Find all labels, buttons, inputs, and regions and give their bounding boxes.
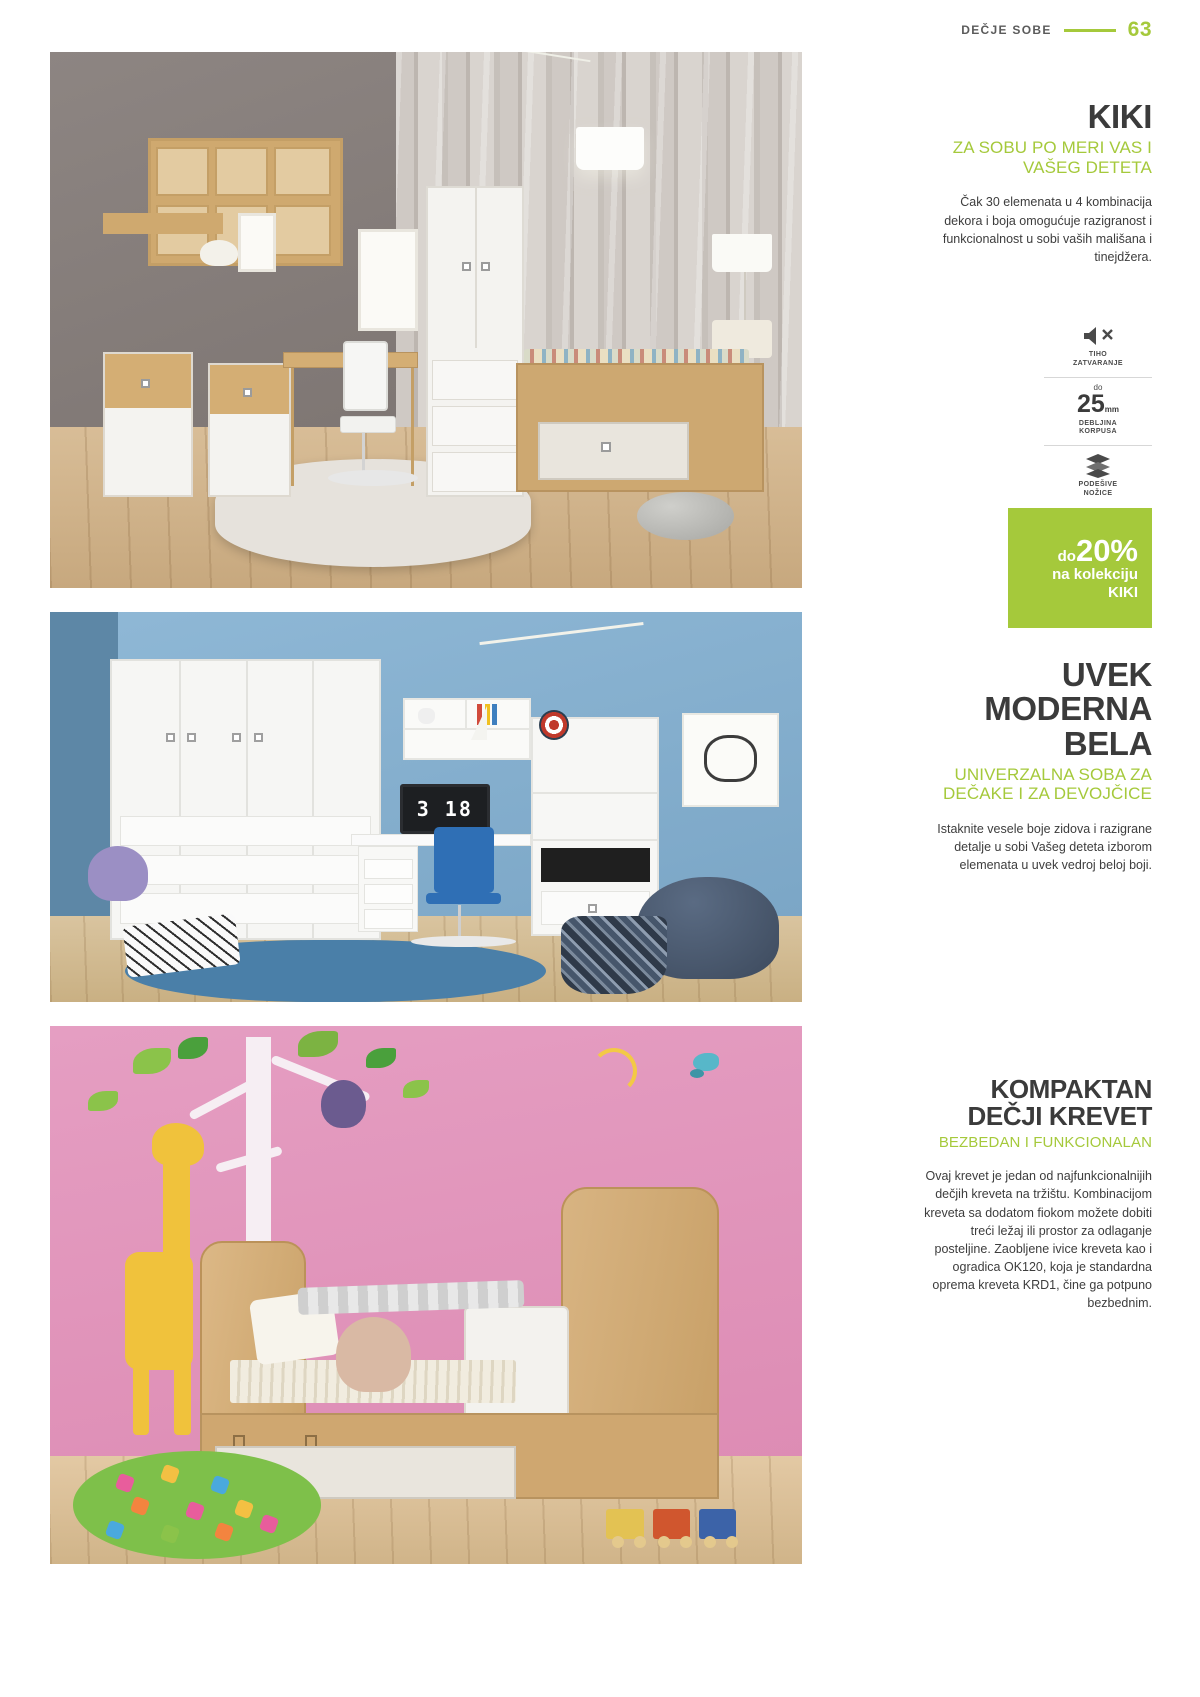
decor-dartboard (539, 710, 569, 740)
oak-small-shelf (103, 213, 223, 234)
plush-giraffe-toy (336, 1317, 411, 1392)
feature-adjustable-feet (1044, 445, 1152, 507)
oak-white-cabinet-1 (103, 352, 193, 497)
white-office-chair-seat (340, 416, 396, 432)
section-title: KIKI (1087, 98, 1152, 135)
section-body: Ovaj krevet je jedan od najfunkcionalnijih dečjih kreveta na tržištu. Kombinacijom kreveta sa dodatom fiokom možete dobiti treći ležaj ili prostor za odlaganje posteljine. Zaobljene ivice kreveta kao i ogradica OK120, koja je standardna oprema kreveta KRD1, čine ga potpuno bezbednim. (924, 1169, 1152, 1311)
purple-plush-toy (88, 846, 148, 901)
section-title: UVEK MODERNA BELA (984, 656, 1152, 762)
section-text-krevet (924, 1076, 1152, 1312)
feature-caption-line1: PODEŠIVE (1078, 481, 1118, 488)
wall-picture-frame-1 (358, 229, 418, 331)
section-text-kiki (924, 100, 1152, 266)
section-body: Čak 30 elemenata u 4 kombinacija dekora i boja omogućuje razigranost i funkcionalnost u sobi vaših mališana i tinejdžera. (942, 195, 1152, 264)
feature-caption-line1: TIHO (1088, 351, 1108, 358)
section-title: KOMPAKTAN DEČJI KREVET (967, 1074, 1152, 1132)
green-star-rug (73, 1451, 321, 1559)
discount-badge (1008, 508, 1152, 628)
wall-decal-giraffe-neck (163, 1150, 190, 1268)
oak-bed-with-drawer (516, 363, 764, 492)
oak-white-wardrobe (426, 186, 524, 497)
bear-poster (682, 713, 780, 807)
blue-office-chair-back (434, 827, 494, 893)
feature-caption-line2: NOŽICE (1083, 489, 1113, 497)
white-desk-pedestal-drawers (358, 846, 418, 932)
thickness-prefix: do (1093, 382, 1103, 392)
badge-prefix: do (1057, 547, 1076, 565)
wall-decal-giraffe-head (152, 1123, 205, 1166)
feature-thickness (1044, 377, 1152, 446)
wall-decal-swirl (591, 1048, 637, 1094)
plaid-blanket (561, 916, 666, 994)
wall-picture-frame-2 (238, 213, 276, 272)
decor-bear-figurine (200, 240, 238, 267)
badge-collection-label: na kolekciju (1052, 565, 1138, 583)
wall-decal-giraffe-body (125, 1252, 193, 1370)
category-label: DEČJE SOBE (961, 23, 1052, 37)
feature-caption-line2: ZATVARANJE (1072, 359, 1124, 367)
decor-sailboat (471, 706, 487, 740)
feature-icon-list (1044, 318, 1152, 507)
chair-gas-lift (458, 905, 461, 940)
bear-outline-icon (704, 735, 757, 782)
floor-lamp-shade (712, 234, 772, 272)
chair-gas-lift (362, 433, 365, 476)
grey-pouf (637, 492, 735, 540)
pendant-lamp-shade (576, 127, 644, 170)
white-corner-wardrobe (110, 659, 381, 940)
thickness-value: 25mm (1076, 389, 1120, 418)
badge-collection-name: KIKI (1108, 583, 1138, 601)
adjustable-feet-icon (1083, 452, 1113, 478)
product-photo-white-room (50, 612, 802, 1002)
page-number: 63 (1127, 18, 1152, 41)
feature-soft-close (1044, 318, 1152, 377)
feature-caption-line1: DEBLJINA (1078, 419, 1118, 427)
white-tall-cabinet (531, 717, 659, 935)
mute-soft-close-icon (1081, 324, 1115, 348)
badge-discount-line (1057, 532, 1138, 568)
oak-white-cabinet-2 (208, 363, 291, 497)
section-subtitle: BEZBEDAN I FUNKCIONALAN (938, 1134, 1152, 1152)
wooden-toy-train (606, 1499, 741, 1547)
product-photo-kids-bed (50, 1026, 802, 1564)
badge-percent: 20% (1075, 532, 1138, 568)
section-subtitle: ZA SOBU PO MERI VAS I VAŠEG DETETA (952, 138, 1152, 177)
feature-caption-line2: KORPUSA (1079, 428, 1117, 436)
section-body: Istaknite vesele boje zidova i razigrane detalje u sobi Vašeg deteta izborom elemenata u uvek vedroj beloj boji. (937, 822, 1152, 873)
product-photo-kiki-room (50, 52, 802, 588)
wall-decal-owl (321, 1080, 366, 1128)
blue-office-chair-seat (426, 893, 501, 905)
section-subtitle: UNIVERZALNA SOBA ZA DEČAKE I ZA DEVOJČICE (943, 764, 1152, 804)
section-text-bela (924, 658, 1152, 874)
thickness-unit: mm (1104, 404, 1120, 414)
white-wall-shelf (403, 698, 531, 760)
white-office-chair-back (343, 341, 388, 411)
monitor-clock-text: 3 18 (416, 796, 473, 821)
